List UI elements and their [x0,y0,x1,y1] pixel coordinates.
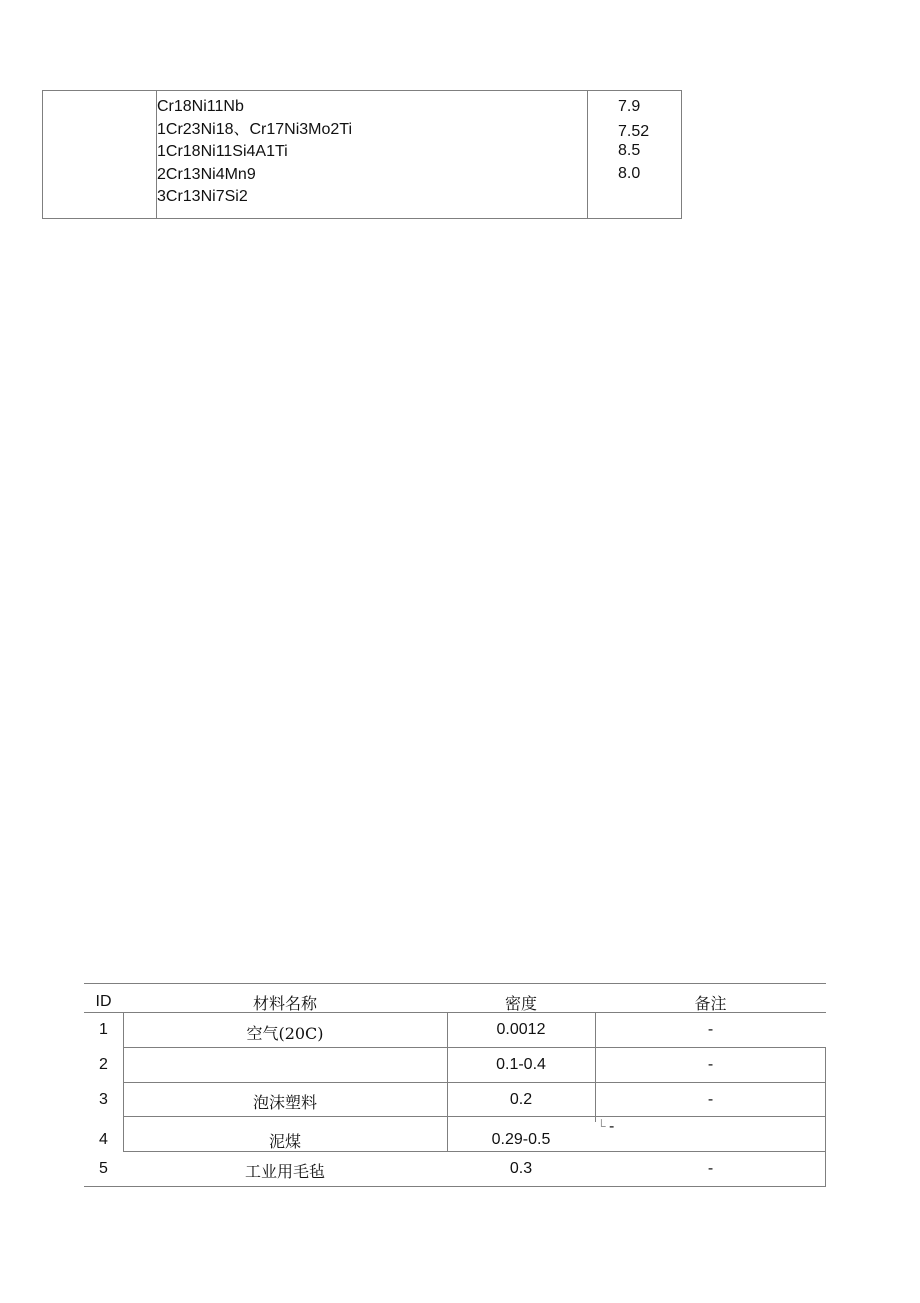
table-rule [123,1082,826,1083]
table-rule [123,1116,826,1117]
table-rule [84,1186,826,1187]
row-note: - [707,1160,714,1177]
density-value: 7.52 [618,122,650,140]
row-material-name: 泡沫塑料 [252,1093,317,1112]
material-name: Cr18Ni11Nb [157,98,244,115]
density-list [618,96,649,185]
row-material-name: 工业用毛毡 [244,1162,325,1181]
row-density: 0.0012 [496,1021,546,1038]
density-value: 8.5 [618,142,641,159]
row-density: 0.2 [509,1091,533,1108]
header-density: 密度 [504,994,537,1013]
row-note: - [609,1118,615,1135]
row-id: 5 [99,1160,108,1177]
column-divider [587,91,588,218]
header-material-name: 材料名称 [252,994,317,1013]
material-name: 1Cr23Ni18、Cr17Ni3Mo2Ti [157,120,353,138]
row-density: 0.29-0.5 [491,1131,551,1148]
row-id: 3 [99,1091,108,1108]
row-note: - [707,1091,714,1108]
density-value: 7.9 [618,98,641,115]
table-rule [84,983,826,984]
row-id: 4 [99,1131,108,1148]
material-list [157,96,352,209]
corner-mark-icon: └ [597,1119,606,1133]
top-table [42,90,682,219]
density-table [84,983,826,1187]
row-id: 1 [99,1021,108,1038]
row-material-name: 空气(20C) [246,1024,324,1043]
material-name: 1Cr18Ni11Si4A1Ti [157,143,288,160]
row-density: 0.3 [509,1160,533,1177]
header-note: 备注 [694,994,727,1013]
row-note: - [707,1021,714,1038]
row-density: 0.1-0.4 [496,1056,546,1073]
material-name: 2Cr13Ni4Mn9 [157,165,256,183]
material-name: 3Cr13Ni7Si2 [157,188,248,205]
table-rule [123,1047,826,1048]
row-note: - [707,1056,714,1073]
density-value: 8.0 [618,164,641,182]
row-id: 2 [99,1056,108,1073]
header-id: ID [95,993,112,1010]
row-material-name: 泥煤 [268,1132,301,1151]
